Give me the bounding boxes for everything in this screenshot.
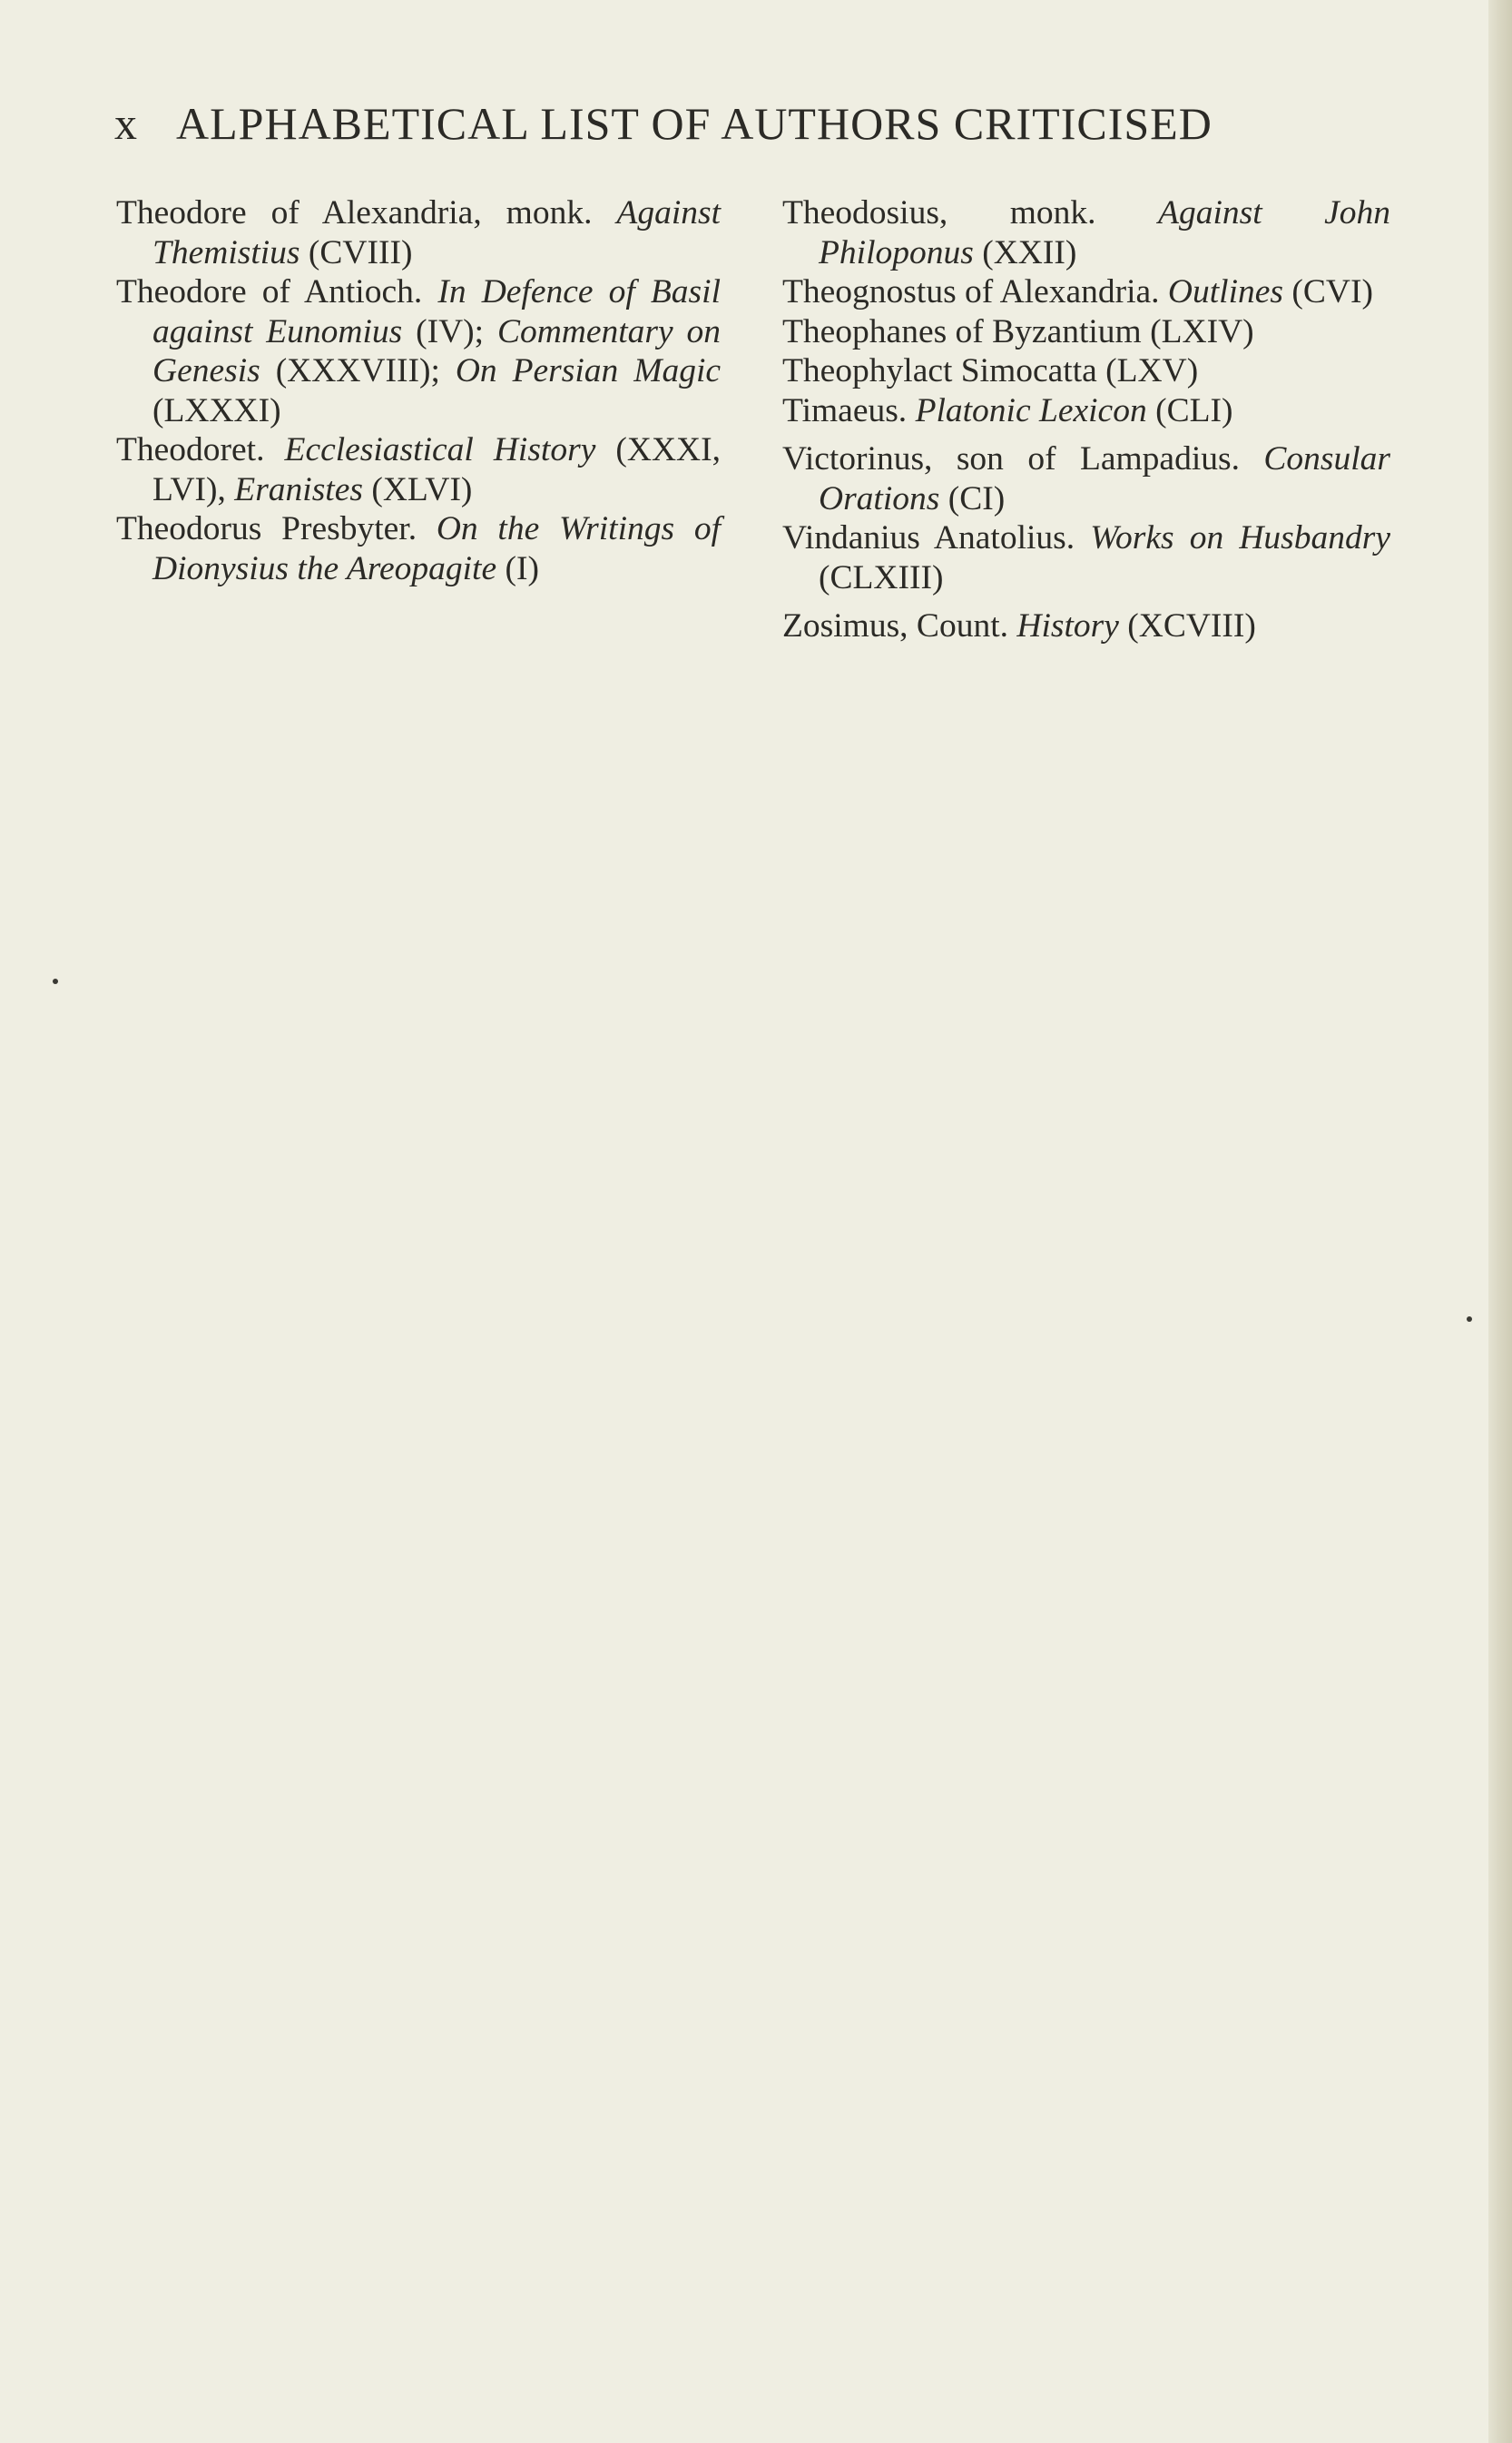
- author-entry: [782, 312, 1390, 352]
- print-speck: [53, 979, 58, 984]
- author-name: Zosimus, Count.: [782, 607, 1008, 645]
- work-title: Platonic Lexicon: [915, 391, 1147, 429]
- work-title: Ecclesiastical History: [284, 431, 596, 468]
- work-title: On Persian Magic: [455, 352, 722, 389]
- work-ref: (XLVI): [371, 470, 473, 508]
- author-name: Theodorus Presbyter.: [116, 510, 417, 547]
- author-entry: [782, 351, 1390, 391]
- work-title: History: [1016, 607, 1119, 645]
- author-ref: (LXIV): [1150, 312, 1254, 350]
- work-ref: (CVIII): [308, 233, 413, 271]
- work-ref: (CLI): [1155, 391, 1233, 429]
- work-ref: (CVI): [1291, 273, 1373, 310]
- author-name: Theodore of Alexandria, monk.: [116, 194, 593, 231]
- author-name: Vindanius Anatolius.: [782, 519, 1075, 557]
- work-title: Commentary on Genesis: [152, 312, 722, 389]
- author-entry: [116, 193, 721, 272]
- author-name: Theodore of Antioch.: [116, 273, 423, 310]
- author-entry: [782, 518, 1390, 597]
- work-ref: (I): [505, 549, 539, 587]
- work-ref: (CLXIII): [819, 558, 944, 596]
- work-title: Against John Philoponus: [819, 194, 1391, 271]
- page-edge: [1488, 0, 1512, 2443]
- author-name: Victorinus, son of Lampadius.: [782, 440, 1240, 478]
- author-ref: (LXV): [1105, 352, 1199, 389]
- author-entry: [116, 430, 721, 509]
- author-name: Theophanes of Byzantium: [782, 312, 1142, 350]
- running-header: [114, 96, 1349, 151]
- work-ref: (XXXVIII);: [275, 352, 440, 389]
- work-title: Works on Husbandry: [1090, 519, 1390, 557]
- work-title: On the Writings of Dionysius the Areopagite: [152, 510, 721, 587]
- author-name: Theodoret.: [116, 431, 265, 468]
- author-entry: [782, 193, 1390, 272]
- author-entry: [782, 391, 1390, 431]
- work-title: Against Themistius: [152, 194, 721, 271]
- author-entry: [782, 272, 1390, 312]
- author-name: Theodosius, monk.: [782, 194, 1096, 231]
- work-ref: (CI): [947, 479, 1006, 517]
- author-entry: [116, 272, 721, 430]
- author-entry: [116, 509, 721, 588]
- work-ref: (IV);: [416, 312, 485, 350]
- work-title: In Defence of Basil against Eunomius: [152, 273, 721, 350]
- work-ref: (XCVIII): [1127, 607, 1256, 645]
- work-title: Eranistes: [234, 470, 363, 508]
- author-name: Timaeus.: [782, 391, 908, 429]
- page-title: ALPHABETICAL LIST OF AUTHORS CRITICISED: [176, 98, 1213, 149]
- author-entry: [782, 606, 1390, 646]
- left-column: [116, 193, 721, 588]
- work-ref: (XXXI, LVI),: [152, 431, 721, 508]
- author-name: Theophylact Simocatta: [782, 352, 1097, 389]
- page-number: x: [114, 98, 138, 149]
- author-name: Theognostus of Alexandria.: [782, 273, 1160, 310]
- right-column: [782, 193, 1390, 646]
- author-entry: [782, 439, 1390, 518]
- work-ref: (LXXXI): [152, 391, 281, 429]
- work-title: Outlines: [1167, 273, 1283, 310]
- work-title: Consular Orations: [819, 440, 1390, 517]
- work-ref: (XXII): [982, 233, 1077, 271]
- print-speck: [1467, 1316, 1472, 1322]
